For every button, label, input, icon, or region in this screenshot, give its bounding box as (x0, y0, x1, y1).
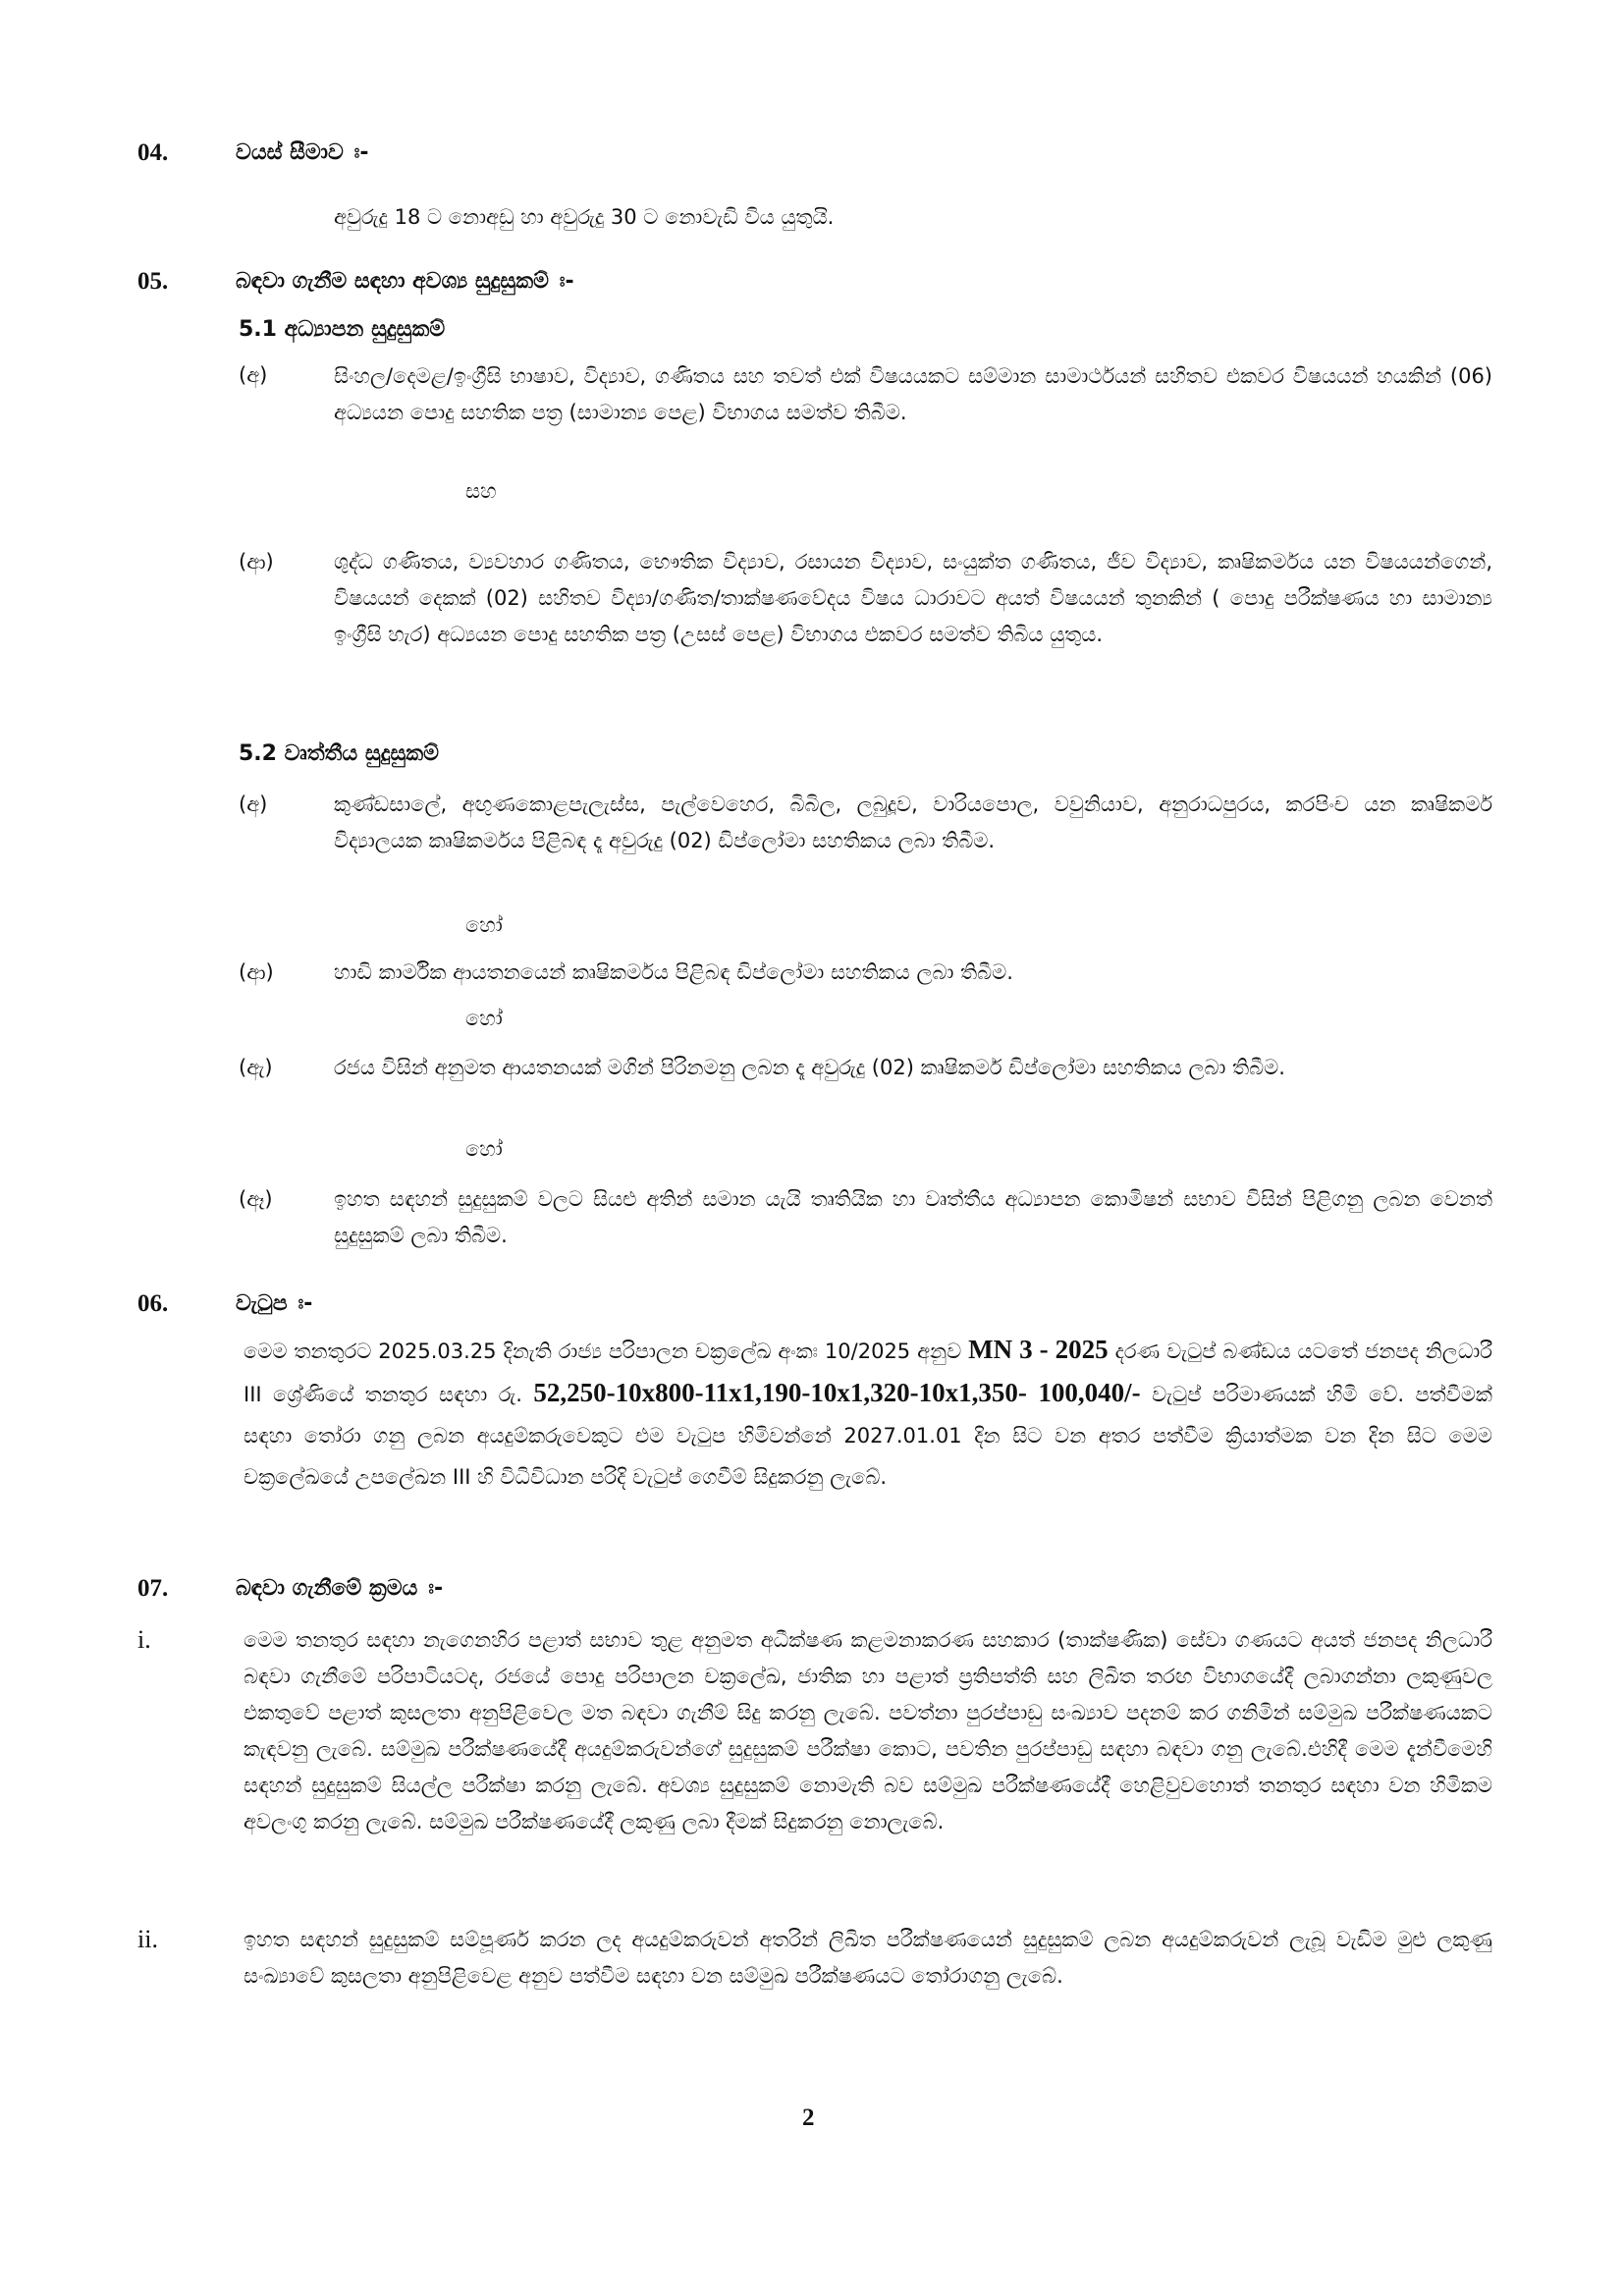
item-5-2-ae-text: රජය විසින් අනුමත ආයතනයක් මගින් පිරිනමනු ලබන දෑ අවුරුදු (02) කෘෂිකර්ම ඩිප්ලෝමා සහතිකය ලබා තිබීම. (334, 1056, 1285, 1079)
conjunction-or-3: හෝ (465, 1137, 503, 1161)
section-07-number: 07. (137, 1575, 169, 1602)
item-5-1-a-text: සිංහල/දෙමළ/ඉංග්‍රීසි භාෂාව, විද්‍යාව, ගණිතය සහ තවත් එක් විෂයයකට සම්මාන සාමාර්ථයන් සහිතව එකවර විෂයයන් හයකින් (06) අධ්‍යයන පොදු සහතික පත්‍ර (සාමාන්‍ය පෙළ) විභාගය සමත්ව තිබීම. (334, 364, 1492, 424)
item-7-i-mark: i. (137, 1625, 151, 1654)
subsection-5-1-title: 5.1 අධ්‍යාපන සුදුසුකම් (239, 317, 446, 342)
item-7-ii-text: ඉහත සඳහන් සුදුසුකම් සම්පූර්ණ කරන ලද අයදුම්කරුවන් අතරින් ලිඛිත පරීක්ෂණයෙන් සුදුසුකම් ලබන අයදුම්කරුවන් ලැබූ වැඩිම මුළු ලකුණු සංඛ්‍යාවේ කුසලතා අනුපිළිවෙළ අනුව පත්වීම සඳහා වන සම්මුඛ පරීක්ෂණයට තෝරාගනු ලැබේ. (244, 1928, 1492, 1988)
section-04-text: අවුරුදු 18 ට නොඅඩු හා අවුරුදු 30 ට නොවැඩි විය යුතුයි. (334, 205, 835, 229)
page-number: 2 (802, 2105, 815, 2131)
item-5-2-ae-mark: (ඇ) (239, 1056, 273, 1079)
section-06-salary-text (244, 1329, 1492, 1498)
item-5-2-aa-text: හාඩි කාර්මික ආයතනයෙන් කෘෂිකර්මය පිළිබඳ ඩිප්ලෝමා සහතිකය ලබා තිබීම. (334, 960, 1013, 984)
item-7-i-text: මෙම තනතුර සඳහා නැගෙනහිර පළාත් සභාව තුළ අනුමත අධීක්ෂණ කළමනාකරණ සහකාර (තාක්ෂණික) සේවා ගණයට අයත් ජනපද නිලධාරී බඳවා ගැනීමේ පරිපාටියටද, රජයේ පොදු පරිපාලන චක්‍රලේඛ, ජාතික හා පළාත් ප්‍රතිපත්ති සහ ලිඛිත තරඟ විභාගයේදී ලබාගන්නා ලකුණුවල එකතුවේ පළාත් කුසලතා අනුපිළිවෙල මත බඳවා ගැනීම් සිදු කරනු ලැබේ. පවත්නා පුරප්පාඩු සංඛ්‍යාව පදනම් කර ගනිමින් සම්මුඛ පරීක්ෂණයකට කැඳවනු ලැබේ. සම්මුඛ පරීක්ෂණයේදී අයදුම්කරුවන්ගේ සුදුසුකම් පරීක්ෂා කොට, පවතින පුරප්පාඩු සඳහා බඳවා ගනු ලැබේ.එහිදී මෙම දැන්වීමෙහි සඳහන් සුදුසුකම් සියල්ල පරීක්ෂා කරනු ලැබේ. අවශ්‍ය සුදුසුකම් නොමැති බව සම්මුඛ පරීක්ෂණයේදී හෙළිවුවහොත් තනතුර සඳහා වන හිමිකම අවලංගු කරනු ලැබේ. සම්මුඛ පරීක්ෂණයේදී ලකුණු ලබා දීමක් සිදුකරනු නොලැබේ. (244, 1628, 1492, 1833)
item-5-2-aa-mark: (ආ) (239, 960, 274, 984)
salary-text-part-1: මෙම තනතුරට 2025.03.25 දිනැති රාජ්‍ය පරිපාලන චක්‍රලේඛ අංකඃ 10/2025 අනුව (244, 1339, 962, 1363)
conjunction-or-2: හෝ (465, 1007, 503, 1030)
item-5-2-aee-mark: (ඈ) (239, 1187, 273, 1211)
section-04-title: වයස් සීමාව ඃ- (236, 140, 369, 165)
item-5-2-a-mark: (අ) (239, 793, 268, 816)
conjunction-and: සහ (465, 479, 497, 503)
salary-text-part-3: වැටුප් පරිමාණයක් හිමි වේ. පත්වීමක් සඳහා තෝරා ගනු ලබන අයදුම්කරුවෙකුට එම වැටුප හිමිවන්නේ 2027.01.01 දින සිට වන අතර පත්වීම ක්‍රියාත්මක වන දින සිට මෙම චක්‍රලේඛයේ උපලේඛන III හි විධිවිධාන පරිදි වැටුප් ගෙවීම් සිදුකරනු ලැබේ. (244, 1383, 1492, 1489)
salary-text-part-2: දරණ වැටුප් බණ්ඩය යටතේ ජනපද නිලධාරී III ශ්‍රේණියේ තනතුර සඳහා රු. (244, 1339, 1492, 1406)
salary-scale: 52,250-10x800-11x1,190-10x1,320-10x1,350- 100,040/- (533, 1378, 1141, 1407)
section-07-title: බඳවා ගැනීමේ ක්‍රමය ඃ- (236, 1576, 444, 1601)
section-05-number: 05. (137, 268, 169, 295)
item-5-1-a-mark: (අ) (239, 363, 268, 387)
conjunction-or-1: හෝ (465, 913, 503, 937)
section-04-number: 04. (137, 139, 169, 166)
salary-code: MN 3 - 2025 (968, 1335, 1109, 1364)
item-5-1-aa-mark: (ආ) (239, 550, 274, 574)
item-5-2-aee-text: ඉහත සඳහන් සුදුසුකම් වලට සියළු අතින් සමාන යැයි තෘතියික හා වෘත්තීය අධ්‍යාපන කොමිෂන් සභාව විසින් පිළිගනු ලබන වෙනත් සුදුසුකම් ලබා තිබීම. (334, 1187, 1492, 1247)
section-05-title: බඳවා ගැනීම සඳහා අවශ්‍ය සුදුසුකම් ඃ- (236, 269, 574, 294)
item-5-1-aa-text: ශුද්ධ ගණිතය, ව්‍යවහාර ගණිතය, භෞතික විද්‍යාව, රසායන විද්‍යාව, සංයුක්ත ගණිතය, ජීව විද්‍යාව, කෘෂිකර්මය යන විෂයයන්ගෙන්, විෂයයන් දෙකක් (02) සහිතව විද්‍යා/ගණිත/තාක්ෂණවේදය විෂය ධාරාවට අයත් විෂයයන් තුනකින් ( පොදු පරීක්ෂණය හා සාමාන්‍ය ඉංග්‍රීසි හැර) අධ්‍යයන පොදු සහතික පත්‍ර (උසස් පෙළ) විභාගය එකවර සමත්ව තිබිය යුතුය. (334, 550, 1492, 646)
subsection-5-2-title: 5.2 වෘත්තීය සුදුසුකම් (239, 741, 439, 766)
item-5-2-a-text: කුණ්ඩසාලේ, අඟුණකොළපැලැස්ස, පැල්වෙහෙර, බිබිල, ලබුදූව, වාරියපොල, වවුනියාව, අනුරාධපුරය, කරපිංච යන කෘෂිකර්ම විද්‍යාලයක කෘෂිකර්මය පිළිබඳ දෑ අවුරුදු (02) ඩිප්ලෝමා සහතිකය ලබා තිබීම. (334, 793, 1492, 852)
section-06-title: වැටුප ඃ- (236, 1291, 313, 1316)
section-06-number: 06. (137, 1290, 169, 1317)
item-7-ii-mark: ii. (137, 1925, 158, 1953)
